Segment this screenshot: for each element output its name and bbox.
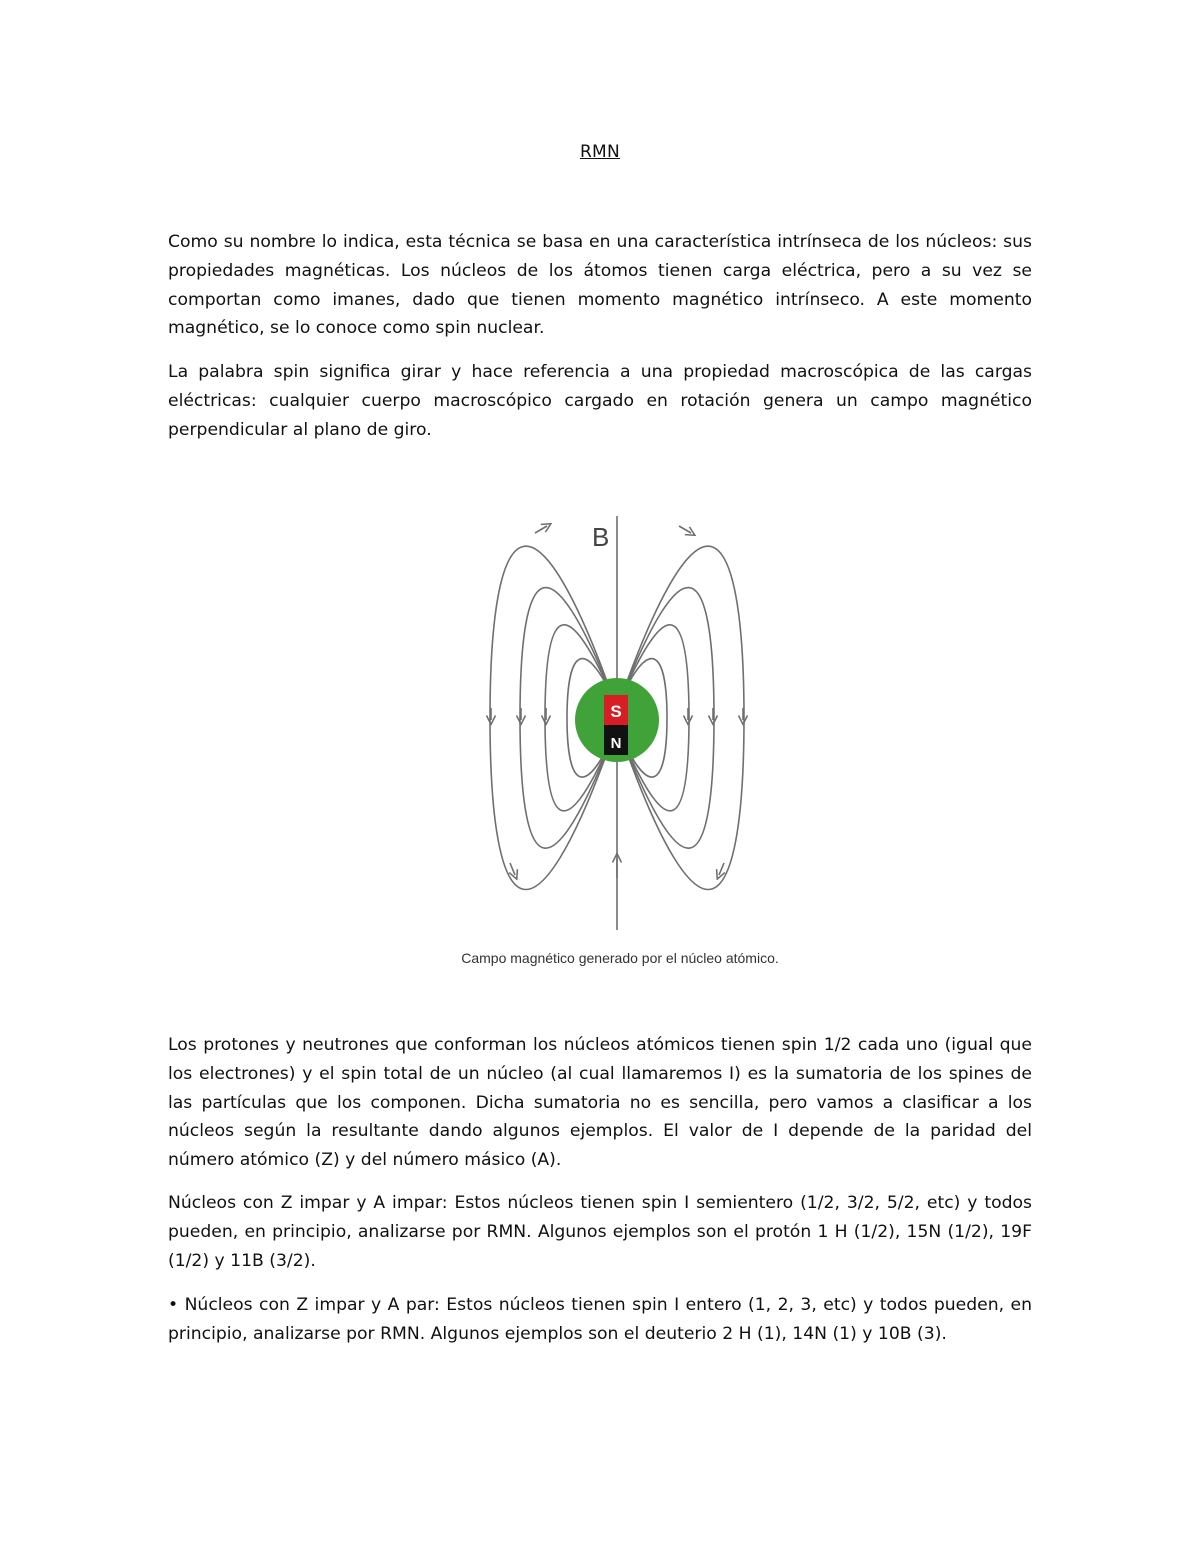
arrow-top-left (535, 526, 547, 533)
arrow-bottom-left (510, 863, 515, 875)
south-pole-label: S (610, 702, 622, 721)
north-pole-label: N (610, 735, 622, 752)
arrow-bottom-right (719, 863, 724, 875)
arrow-top-right (679, 526, 691, 533)
paragraph-protons-neutrons: Los protones y neutrones que conforman los núcleos atómicos tienen spin 1/2 cada uno (igual que los electrones) y el spin total de un núcleo (al cual llamaremos I) es la sumatoria de los spines de las partículas que los componen. Dicha sumatoria no es sencilla, pero vamos a clasificar a los núcleos según la resultante dando algunos ejemplos. El valor de I depende de la paridad del número atómico (Z) y del número másico (A). (168, 1035, 1032, 1171)
magnetic-field-diagram (455, 498, 785, 948)
figure-caption: Campo magnético generado por el núcleo atómico. (461, 950, 779, 966)
paragraph-odd-even: • Núcleos con Z impar y A par: Estos núcleos tienen spin I entero (1, 2, 3, etc) y todos pueden, en principio, analizarse por RMN. Algunos ejemplos son el deuterio 2 H (1), 14N (1) y 10B (3). (168, 1295, 1032, 1344)
magnetic-field-figure (455, 498, 785, 978)
paragraph-intro: Como su nombre lo indica, esta técnica se basa en una característica intrínseca de los núcleos: sus propiedades magnéticas. Los núcleos de los átomos tienen carga eléctrica, pero a su vez se comportan como imanes, dado que tienen momento magnético intrínseco. A este momento magnético, se lo conoce como spin nuclear. (168, 232, 1032, 339)
paragraph-spin-definition: La palabra spin significa girar y hace referencia a una propiedad macroscópica de las cargas eléctricas: cualquier cuerpo macroscópico cargado en rotación genera un campo magnético perpendicular al plano de giro. (168, 362, 1032, 440)
paragraph-odd-odd: Núcleos con Z impar y A impar: Estos núcleos tienen spin I semientero (1/2, 3/2, 5/2, etc) y todos pueden, en principio, analizarse por RMN. Algunos ejemplos son el protón 1 H (1/2), 15N (1/2), 19F (1/2) y 11B (3/2). (168, 1193, 1032, 1271)
field-label-b: B (592, 522, 610, 552)
document-title: RMN (579, 142, 621, 162)
